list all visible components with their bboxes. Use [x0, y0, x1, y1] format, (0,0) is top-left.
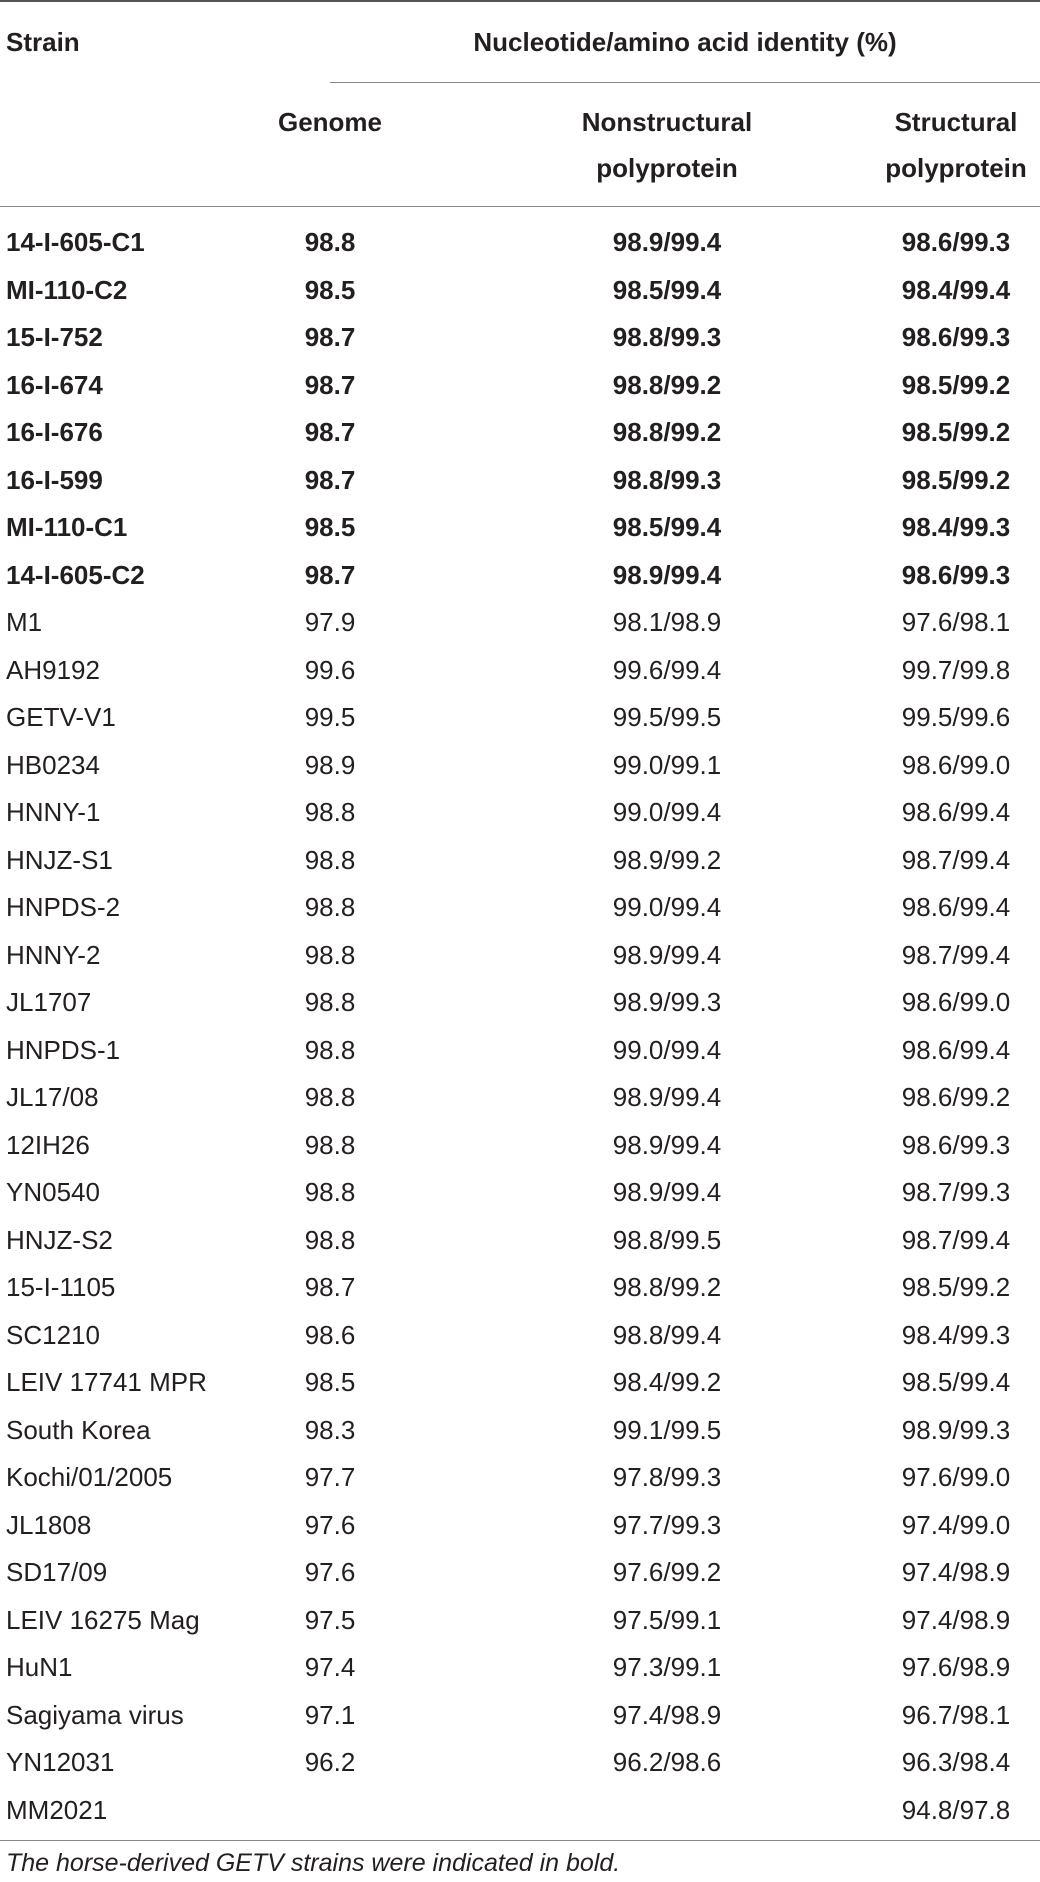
cell-nonstructural: 98.9/99.4	[612, 1082, 722, 1112]
cell-genome: 99.5	[304, 702, 356, 732]
table-row	[0, 694, 1040, 742]
cell-structural: 97.4/98.9	[901, 1604, 1011, 1635]
cell-strain: LEIV 17741 MPR	[6, 1367, 207, 1397]
cell-structural: 98.6/99.3	[901, 322, 1011, 352]
cell-strain: 12IH26	[6, 1129, 90, 1160]
table-row	[0, 884, 1040, 932]
cell-strain: 16-I-599	[6, 464, 103, 495]
table-row	[0, 1454, 1040, 1502]
cell-nonstructural: 99.0/99.4	[612, 1034, 722, 1065]
cell-structural: 94.8/97.8	[901, 1794, 1011, 1825]
cell-structural: 97.4/99.0	[901, 1509, 1011, 1540]
cell-structural: 98.5/99.2	[901, 464, 1011, 495]
cell-genome: 98.8	[304, 987, 356, 1017]
header-bottom-rule	[0, 206, 1040, 207]
table-row	[0, 1787, 1040, 1835]
cell-genome: 97.7	[304, 1462, 356, 1492]
cell-structural: 97.6/99.0	[901, 1462, 1011, 1492]
cell-structural: 98.9/99.3	[901, 1414, 1011, 1445]
cell-genome: 98.9	[304, 749, 356, 780]
cell-strain: MM2021	[6, 1794, 108, 1825]
cell-strain: HuN1	[6, 1652, 73, 1682]
cell-structural: 98.5/99.2	[901, 1272, 1011, 1302]
table-row	[0, 932, 1040, 980]
cell-nonstructural: 99.0/99.4	[612, 892, 722, 922]
cell-nonstructural: 98.8/99.2	[612, 1272, 722, 1302]
cell-nonstructural: 99.6/99.4	[612, 654, 722, 685]
cell-nonstructural: 98.9/99.4	[612, 227, 722, 257]
cell-nonstructural: 96.2/98.6	[612, 1747, 722, 1777]
cell-nonstructural: 97.5/99.1	[612, 1604, 722, 1635]
cell-structural: 98.7/99.4	[901, 844, 1011, 875]
cell-structural: 96.3/98.4	[901, 1747, 1011, 1777]
table-row	[0, 1312, 1040, 1360]
table-row	[0, 742, 1040, 790]
bottom-rule	[0, 1840, 1040, 1841]
cell-structural: 98.4/99.3	[901, 1319, 1011, 1350]
cell-structural: 98.5/99.2	[901, 417, 1011, 447]
cell-genome: 97.5	[304, 1604, 356, 1635]
table-row	[0, 1169, 1040, 1217]
cell-structural: 98.7/99.3	[901, 1177, 1011, 1207]
table-row	[0, 647, 1040, 695]
cell-genome: 97.4	[304, 1652, 356, 1682]
table-row	[0, 1644, 1040, 1692]
cell-nonstructural: 98.8/99.2	[612, 369, 722, 400]
cell-strain: HNNY-1	[6, 797, 101, 827]
table-row	[0, 219, 1040, 267]
cell-structural: 98.6/99.4	[901, 1034, 1011, 1065]
cell-genome: 98.7	[304, 369, 356, 400]
cell-nonstructural: 98.1/98.9	[612, 607, 722, 637]
cell-strain: HNPDS-2	[6, 892, 121, 922]
cell-structural: 98.7/99.4	[901, 939, 1011, 970]
table-row	[0, 1027, 1040, 1075]
cell-nonstructural: 98.8/99.3	[612, 464, 722, 495]
cell-structural: 98.6/99.4	[901, 797, 1011, 827]
table-row	[0, 504, 1040, 552]
cell-nonstructural: 99.0/99.1	[612, 749, 722, 780]
cell-genome: 96.2	[304, 1747, 356, 1777]
cell-nonstructural: 99.5/99.5	[612, 702, 722, 732]
cell-genome: 98.8	[304, 1177, 356, 1207]
cell-nonstructural: 98.9/99.4	[612, 939, 722, 970]
cell-strain: LEIV 16275 Mag	[6, 1604, 200, 1635]
cell-structural: 97.6/98.1	[901, 607, 1011, 637]
cell-genome: 97.9	[304, 607, 356, 637]
cell-genome: 98.8	[304, 797, 356, 827]
cell-strain: GETV-V1	[6, 702, 116, 732]
table-row	[0, 1692, 1040, 1740]
header-genome: Genome	[277, 107, 383, 137]
table-row	[0, 1407, 1040, 1455]
table-row	[0, 1264, 1040, 1312]
cell-structural: 98.6/99.3	[901, 227, 1011, 257]
header-identity: Nucleotide/amino acid identity (%)	[473, 27, 897, 57]
top-rule	[0, 0, 1040, 2]
cell-strain: JL1707	[6, 987, 92, 1017]
table-row	[0, 552, 1040, 600]
cell-structural: 98.6/99.2	[901, 1082, 1011, 1112]
cell-structural: 98.4/99.3	[901, 512, 1011, 542]
table-row	[0, 789, 1040, 837]
cell-nonstructural: 97.7/99.3	[612, 1509, 722, 1540]
cell-structural: 98.4/99.4	[901, 274, 1011, 305]
cell-genome: 98.6	[304, 1319, 356, 1350]
cell-structural: 98.6/99.3	[901, 559, 1011, 590]
cell-genome: 97.1	[304, 1699, 356, 1730]
cell-nonstructural: 98.9/99.2	[612, 844, 722, 875]
cell-genome: 98.8	[304, 1034, 356, 1065]
table-row	[0, 267, 1040, 315]
cell-nonstructural: 97.8/99.3	[612, 1462, 722, 1492]
cell-structural: 98.6/99.0	[901, 987, 1011, 1017]
cell-nonstructural: 98.5/99.4	[612, 512, 722, 542]
cell-nonstructural: 97.4/98.9	[612, 1699, 722, 1730]
cell-nonstructural: 98.5/99.4	[612, 274, 722, 305]
cell-structural: 97.6/98.9	[901, 1652, 1011, 1682]
cell-genome: 98.5	[304, 274, 356, 305]
cell-strain: Kochi/01/2005	[6, 1462, 173, 1492]
cell-nonstructural: 98.8/99.4	[612, 1319, 722, 1350]
cell-nonstructural: 98.9/99.4	[612, 1177, 722, 1207]
cell-structural: 98.6/99.4	[901, 892, 1011, 922]
cell-nonstructural: 99.0/99.4	[612, 797, 722, 827]
cell-structural: 99.7/99.8	[901, 654, 1011, 685]
cell-genome: 98.8	[304, 227, 356, 257]
cell-nonstructural: 98.8/99.5	[612, 1224, 722, 1255]
cell-strain: South Korea	[6, 1414, 151, 1445]
cell-structural: 99.5/99.6	[901, 702, 1011, 732]
table-row	[0, 409, 1040, 457]
header-nonstructural-1: Nonstructural	[581, 107, 753, 137]
cell-genome: 98.5	[304, 512, 356, 542]
table-row	[0, 1597, 1040, 1645]
cell-strain: 16-I-676	[6, 417, 103, 447]
cell-genome: 98.7	[304, 417, 356, 447]
cell-strain: M1	[6, 607, 43, 637]
cell-genome: 98.7	[304, 464, 356, 495]
cell-strain: MI-110-C2	[6, 274, 128, 305]
cell-strain: JL17/08	[6, 1082, 99, 1112]
cell-strain: SC1210	[6, 1319, 100, 1350]
cell-genome: 98.8	[304, 1129, 356, 1160]
identity-subrule	[330, 82, 1040, 83]
table-row	[0, 1502, 1040, 1550]
cell-structural: 98.7/99.4	[901, 1224, 1011, 1255]
header-strain: Strain	[6, 27, 80, 57]
table-row	[0, 1217, 1040, 1265]
header-structural-2: polyprotein	[885, 153, 1027, 183]
cell-strain: 14-I-605-C1	[6, 227, 145, 257]
table-row	[0, 362, 1040, 410]
cell-nonstructural: 98.8/99.2	[612, 417, 722, 447]
cell-structural: 96.7/98.1	[901, 1699, 1011, 1730]
cell-strain: HNNY-2	[6, 939, 101, 970]
cell-strain: 15-I-752	[6, 322, 103, 352]
cell-structural: 98.6/99.0	[901, 749, 1011, 780]
cell-structural: 98.6/99.3	[901, 1129, 1011, 1160]
cell-genome: 98.5	[304, 1367, 356, 1397]
cell-genome: 98.8	[304, 892, 356, 922]
table-row	[0, 599, 1040, 647]
table-row	[0, 1074, 1040, 1122]
cell-nonstructural: 97.3/99.1	[612, 1652, 722, 1682]
cell-strain: YN0540	[6, 1177, 100, 1207]
cell-strain: 15-I-1105	[6, 1272, 116, 1302]
cell-strain: SD17/09	[6, 1557, 108, 1587]
cell-genome: 98.8	[304, 1224, 356, 1255]
cell-strain: 16-I-674	[6, 369, 103, 400]
cell-strain: Sagiyama virus	[6, 1699, 184, 1730]
table-footnote: The horse-derived GETV strains were indicated in bold.	[6, 1849, 621, 1877]
table-row	[0, 1122, 1040, 1170]
header-structural-1: Structural	[894, 107, 1018, 137]
table-row	[0, 979, 1040, 1027]
cell-genome: 98.8	[304, 844, 356, 875]
cell-strain: JL1808	[6, 1509, 92, 1540]
cell-strain: 14-I-605-C2	[6, 559, 145, 590]
cell-genome: 98.8	[304, 939, 356, 970]
cell-strain: HB0234	[6, 749, 100, 780]
table-row	[0, 1739, 1040, 1787]
cell-nonstructural: 98.4/99.2	[612, 1367, 722, 1397]
cell-genome: 98.3	[304, 1414, 356, 1445]
cell-genome: 98.7	[304, 1272, 356, 1302]
cell-strain: HNJZ-S1	[6, 844, 113, 875]
table-row	[0, 457, 1040, 505]
table-row	[0, 1549, 1040, 1597]
table-row	[0, 314, 1040, 362]
cell-genome: 99.6	[304, 654, 356, 685]
table-row	[0, 837, 1040, 885]
cell-nonstructural: 98.8/99.3	[612, 322, 722, 352]
cell-genome: 98.7	[304, 559, 356, 590]
cell-genome: 97.6	[304, 1557, 356, 1587]
cell-genome: 98.8	[304, 1082, 356, 1112]
cell-strain: HNJZ-S2	[6, 1224, 113, 1255]
cell-strain: MI-110-C1	[6, 512, 128, 542]
cell-strain: AH9192	[6, 654, 100, 685]
cell-genome: 98.7	[304, 322, 356, 352]
cell-nonstructural: 97.6/99.2	[612, 1557, 722, 1587]
cell-structural: 98.5/99.4	[901, 1367, 1011, 1397]
cell-strain: HNPDS-1	[6, 1034, 121, 1065]
cell-nonstructural: 98.9/99.4	[612, 1129, 722, 1160]
cell-nonstructural: 98.9/99.3	[612, 987, 722, 1017]
cell-structural: 98.5/99.2	[901, 369, 1011, 400]
cell-nonstructural: 99.1/99.5	[612, 1414, 722, 1445]
cell-structural: 97.4/98.9	[901, 1557, 1011, 1587]
header-nonstructural-2: polyprotein	[596, 153, 738, 183]
cell-nonstructural: 98.9/99.4	[612, 559, 722, 590]
table-row	[0, 1359, 1040, 1407]
cell-genome: 97.6	[304, 1509, 356, 1540]
cell-strain: YN12031	[6, 1747, 115, 1777]
